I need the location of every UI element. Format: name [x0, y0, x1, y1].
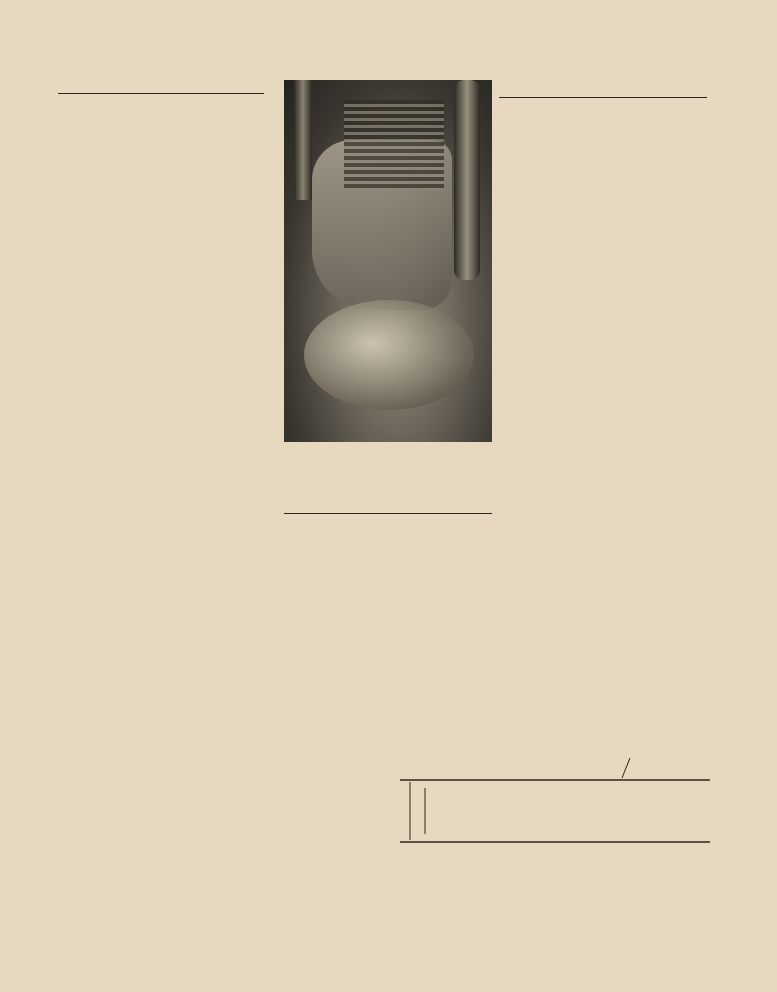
heading-echappement [58, 100, 264, 101]
diagram-pointer [622, 758, 630, 778]
photo-detail [344, 100, 444, 190]
engine-photo [284, 80, 492, 442]
heading-polissage [284, 512, 492, 514]
photo-detail [294, 80, 312, 200]
photo-detail [304, 300, 474, 410]
right-column [499, 90, 707, 103]
heading-jeux [499, 96, 707, 98]
middle-column [284, 506, 492, 519]
boundary-layer-diagram [300, 742, 720, 874]
photo-detail [454, 80, 480, 280]
heading-distribution [58, 92, 264, 94]
left-column [58, 86, 264, 106]
